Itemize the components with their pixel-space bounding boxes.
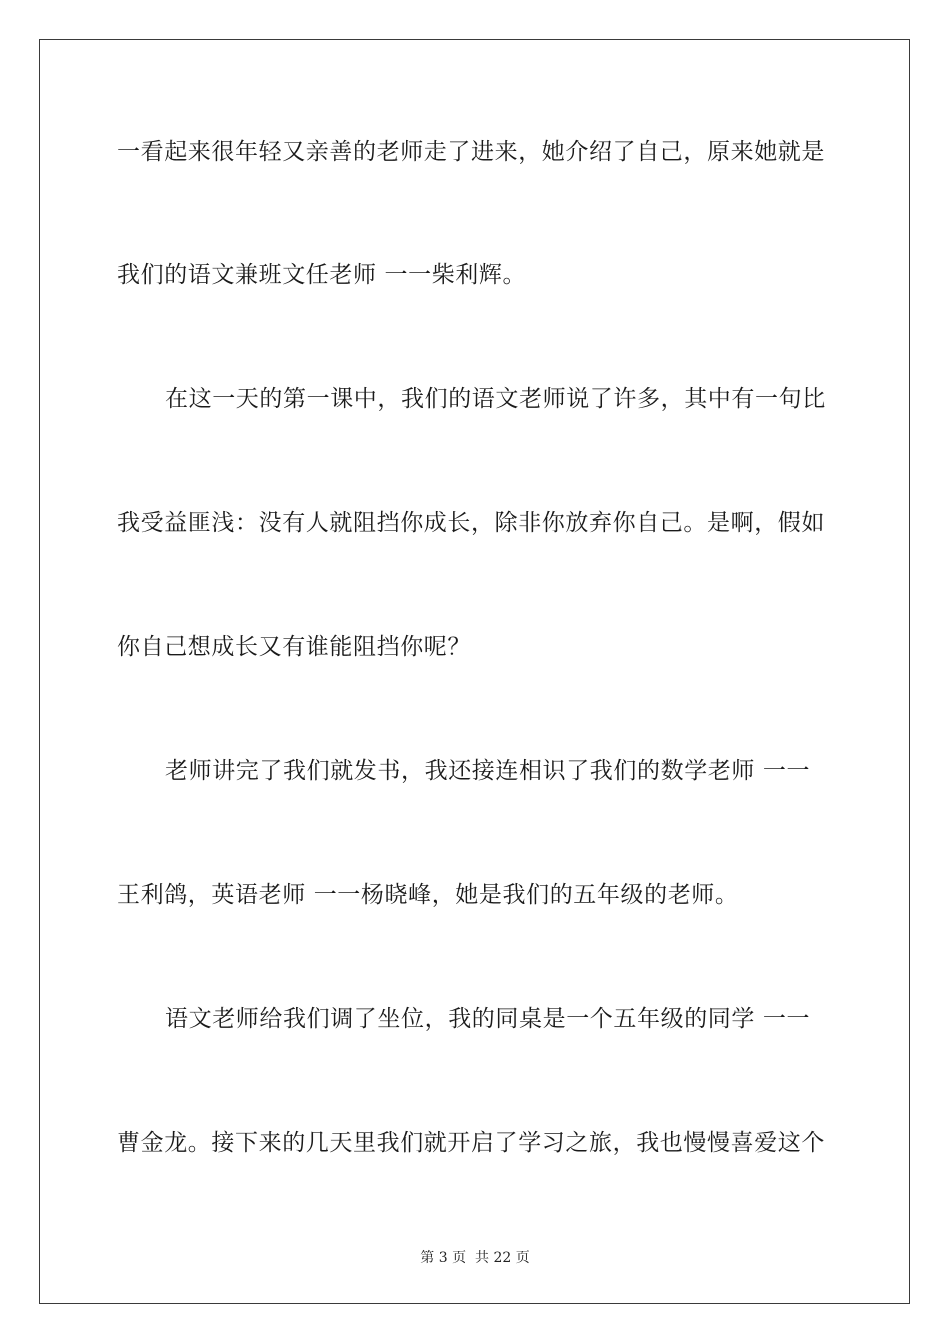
text-line-7: 王利鸽，英语老师 一一杨晓峰，她是我们的五年级的老师。 [117,882,739,908]
text-line-5: 你自己想成长又有谁能阻挡你呢？ [117,634,471,660]
text-line-2: 我们的语文兼班文任老师 一一柴利辉。 [117,262,527,288]
text-line-4: 我受益匪浅：没有人就阻挡你成长，除非你放弃你自己。是啊，假如 [117,510,825,536]
text-line-8: 语文老师给我们调了坐位，我的同桌是一个五年级的同学 一一 [165,1006,811,1032]
page-border [39,39,910,1304]
text-line-9: 曹金龙。接下来的几天里我们就开启了学习之旅，我也慢慢喜爱这个 [117,1130,825,1156]
page-number-footer: 第 3 页 共 22 页 [420,1250,530,1266]
text-line-3: 在这一天的第一课中，我们的语文老师说了许多，其中有一句比 [165,386,826,412]
text-line-6: 老师讲完了我们就发书，我还接连相识了我们的数学老师 一一 [165,758,811,784]
text-line-1: 一看起来很年轻又亲善的老师走了进来，她介绍了自己，原来她就是 [117,139,825,165]
